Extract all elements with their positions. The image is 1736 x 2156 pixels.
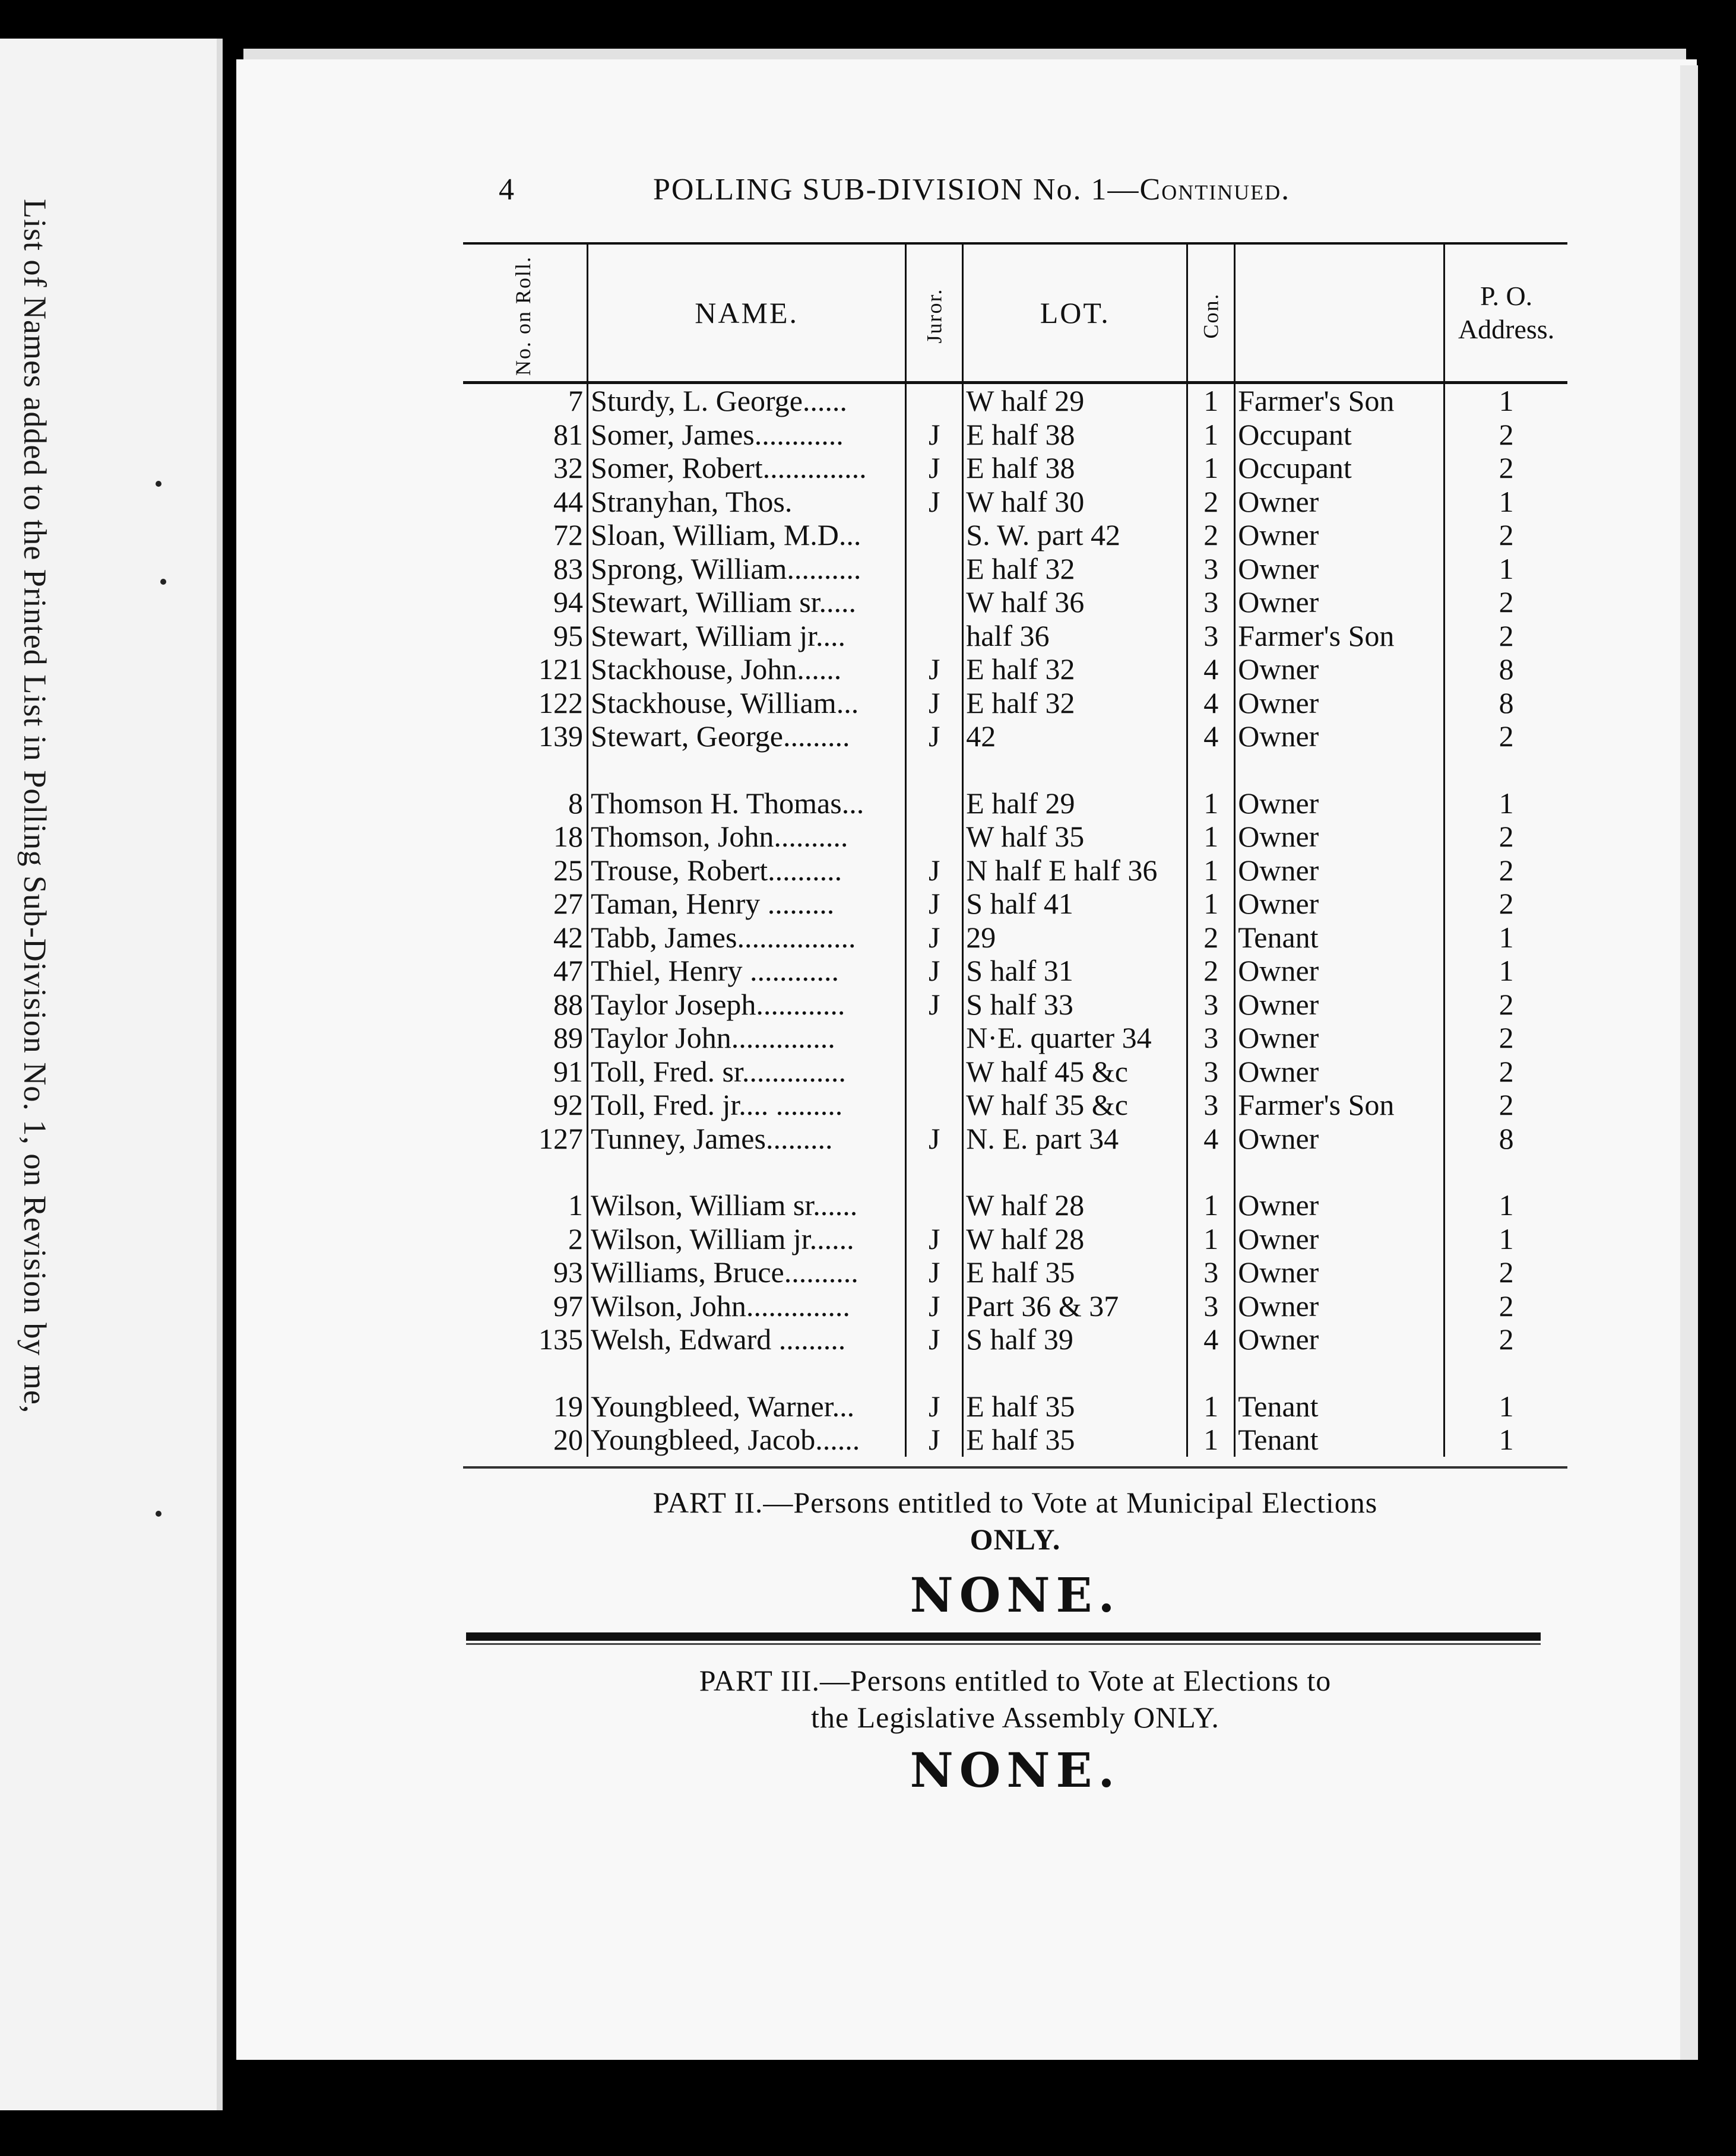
concession-cell: 4 <box>1187 686 1235 720</box>
juror-mark-cell: J <box>906 988 963 1022</box>
lot-cell: E half 32 <box>963 652 1187 686</box>
po-address-cell: 8 <box>1499 686 1514 719</box>
spacer-cell <box>1187 1356 1235 1390</box>
lot-cell: W half 35 <box>963 820 1187 854</box>
roll-number-cell: 93 <box>463 1255 588 1289</box>
spacer-cell <box>963 1155 1187 1188</box>
voter-name-cell: Taylor Joseph............ <box>588 988 906 1022</box>
section-divider-thin <box>466 1643 1541 1645</box>
occupation-cell: Owner <box>1235 686 1444 720</box>
roll-number-cell: 81 <box>463 418 588 452</box>
po-address-cell: 2 <box>1499 1289 1514 1323</box>
lot-cell: E half 35 <box>963 1423 1187 1457</box>
juror-mark-cell <box>906 1055 963 1089</box>
occupation-cell: Owner <box>1235 1122 1444 1156</box>
concession-cell: 1 <box>1187 1188 1235 1222</box>
concession-cell: 3 <box>1187 552 1235 586</box>
voter-name-cell: Stewart, William jr.... <box>588 619 906 653</box>
page-title: POLLING SUB-DIVISION No. 1— <box>653 173 1140 207</box>
concession-cell: 1 <box>1187 854 1235 887</box>
ink-speck <box>160 579 166 585</box>
table-row <box>463 1188 1567 1222</box>
concession-cell: 1 <box>1187 1390 1235 1423</box>
part2-line1: PART II.—Persons entitled to Vote at Municipal Elections <box>652 1486 1378 1519</box>
lot-cell: Part 36 & 37 <box>963 1289 1187 1323</box>
lot-cell: W half 45 &c <box>963 1055 1187 1089</box>
spacer-cell <box>906 753 963 787</box>
lot-cell: E half 32 <box>963 552 1187 586</box>
table-row <box>463 1055 1567 1089</box>
juror-mark-cell <box>906 820 963 854</box>
occupation-cell: Owner <box>1235 1222 1444 1256</box>
roll-number-cell: 88 <box>463 988 588 1022</box>
po-address-cell: 1 <box>1499 484 1514 518</box>
po-address-cell: 1 <box>1499 1188 1514 1222</box>
occupation-cell: Farmer's Son <box>1235 1088 1444 1122</box>
concession-cell: 4 <box>1187 719 1235 753</box>
juror-mark-cell: J <box>906 686 963 720</box>
po-address-cell: 2 <box>1499 820 1514 854</box>
voter-name-cell: Wilson, John.............. <box>588 1289 906 1323</box>
table-row <box>463 451 1567 485</box>
spacer-cell <box>1235 1356 1444 1390</box>
spacer-cell <box>1444 1356 1567 1390</box>
voter-name-cell: Somer, Robert.............. <box>588 451 906 485</box>
occupation-cell: Owner <box>1235 552 1444 586</box>
voter-name-cell: Thiel, Henry ............ <box>588 954 906 988</box>
table-row <box>463 652 1567 686</box>
juror-mark-cell: J <box>906 1423 963 1457</box>
roll-number-cell: 2 <box>463 1222 588 1256</box>
voter-name-cell: Sprong, William.......... <box>588 552 906 586</box>
juror-mark-cell: J <box>906 418 963 452</box>
table-row <box>463 686 1567 720</box>
po-address-cell: 1 <box>1499 920 1514 954</box>
concession-cell: 2 <box>1187 518 1235 552</box>
roll-number-cell: 83 <box>463 552 588 586</box>
concession-cell: 1 <box>1187 1423 1235 1457</box>
juror-mark-cell: J <box>906 854 963 887</box>
po-address-cell: 2 <box>1499 987 1514 1021</box>
spacer-cell <box>463 753 588 787</box>
voter-name-cell: Williams, Bruce.......... <box>588 1255 906 1289</box>
lot-cell: W half 36 <box>963 585 1187 619</box>
occupation-cell: Owner <box>1235 1188 1444 1222</box>
table-row <box>463 1323 1567 1356</box>
occupation-cell: Owner <box>1235 988 1444 1022</box>
roll-number-cell: 27 <box>463 887 588 921</box>
occupation-cell: Owner <box>1235 1255 1444 1289</box>
po-address-cell: 1 <box>1499 384 1514 418</box>
concession-cell: 1 <box>1187 1222 1235 1256</box>
spacer-cell <box>588 1155 906 1188</box>
roll-number-cell: 91 <box>463 1055 588 1089</box>
occupation-cell: Owner <box>1235 854 1444 887</box>
roll-number-cell: 47 <box>463 954 588 988</box>
table-row <box>463 619 1567 653</box>
concession-cell: 3 <box>1187 1055 1235 1089</box>
group-spacer-row <box>463 1155 1567 1188</box>
concession-cell: 3 <box>1187 585 1235 619</box>
lot-cell: S half 31 <box>963 954 1187 988</box>
lot-cell: E half 38 <box>963 418 1187 452</box>
col-header-con: Con. <box>1187 243 1235 383</box>
col-header-juror: Juror. <box>906 243 963 383</box>
occupation-cell: Owner <box>1235 585 1444 619</box>
lot-cell: N·E. quarter 34 <box>963 1021 1187 1055</box>
occupation-cell: Owner <box>1235 820 1444 854</box>
voter-name-cell: Thomson H. Thomas... <box>588 787 906 820</box>
concession-cell: 2 <box>1187 921 1235 955</box>
lot-cell: S half 41 <box>963 887 1187 921</box>
po-address-cell: 8 <box>1499 1121 1514 1155</box>
juror-mark-cell: J <box>906 1289 963 1323</box>
col-header-occupation <box>1235 243 1444 383</box>
occupation-cell: Occupant <box>1235 418 1444 452</box>
page-right-edge <box>1680 65 1698 2060</box>
roll-number-cell: 97 <box>463 1289 588 1323</box>
continued-label: Continued. <box>1139 173 1291 207</box>
lot-cell: W half 29 <box>963 383 1187 418</box>
concession-cell: 1 <box>1187 451 1235 485</box>
po-address-cell: 2 <box>1499 853 1514 887</box>
spacer-cell <box>588 753 906 787</box>
concession-cell: 3 <box>1187 1255 1235 1289</box>
table-row <box>463 1423 1567 1457</box>
spacer-cell <box>963 1356 1187 1390</box>
voter-name-cell: Toll, Fred. jr.... ......... <box>588 1088 906 1122</box>
concession-cell: 3 <box>1187 1289 1235 1323</box>
juror-mark-cell: J <box>906 1122 963 1156</box>
table-row <box>463 719 1567 753</box>
occupation-cell: Owner <box>1235 1323 1444 1356</box>
occupation-cell: Occupant <box>1235 451 1444 485</box>
part3-heading <box>463 1662 1567 1736</box>
roll-number-cell: 139 <box>463 719 588 753</box>
part3-none: NONE. <box>910 1742 1121 1798</box>
juror-mark-cell: J <box>906 719 963 753</box>
po-address-cell: 1 <box>1499 551 1514 585</box>
table-row <box>463 1122 1567 1156</box>
spacer-cell <box>463 1155 588 1188</box>
lot-cell: E half 35 <box>963 1390 1187 1423</box>
spacer-cell <box>1235 1155 1444 1188</box>
spacer-cell <box>1187 1155 1235 1188</box>
roll-number-cell: 1 <box>463 1188 588 1222</box>
juror-mark-cell <box>906 787 963 820</box>
po-address-cell: 2 <box>1499 585 1514 619</box>
table-row <box>463 854 1567 887</box>
occupation-cell: Farmer's Son <box>1235 619 1444 653</box>
lot-cell: E half 38 <box>963 451 1187 485</box>
table-row <box>463 1222 1567 1256</box>
lot-cell: E half 35 <box>963 1255 1187 1289</box>
concession-cell: 3 <box>1187 1021 1235 1055</box>
voter-name-cell: Youngbleed, Warner... <box>588 1390 906 1423</box>
table-header-row <box>463 243 1567 383</box>
lot-cell: N. E. part 34 <box>963 1122 1187 1156</box>
po-address-cell: 1 <box>1499 786 1514 820</box>
voter-name-cell: Wilson, William sr...... <box>588 1188 906 1222</box>
occupation-cell: Owner <box>1235 1021 1444 1055</box>
concession-cell: 1 <box>1187 787 1235 820</box>
po-address-cell: 8 <box>1499 652 1514 686</box>
facing-page-edge <box>217 39 223 2110</box>
juror-mark-cell: J <box>906 954 963 988</box>
voter-name-cell: Thomson, John.......... <box>588 820 906 854</box>
po-address-cell: 2 <box>1499 451 1514 485</box>
lot-cell: E half 32 <box>963 686 1187 720</box>
lot-cell: S half 33 <box>963 988 1187 1022</box>
concession-cell: 4 <box>1187 652 1235 686</box>
voter-name-cell: Sturdy, L. George...... <box>588 383 906 418</box>
roll-number-cell: 122 <box>463 686 588 720</box>
ink-speck <box>156 481 161 487</box>
voter-name-cell: Stranyhan, Thos. <box>588 485 906 519</box>
po-address-cell: 2 <box>1499 719 1514 753</box>
spacer-cell <box>1444 1155 1567 1188</box>
concession-cell: 1 <box>1187 418 1235 452</box>
po-address-cell: 2 <box>1499 1054 1514 1088</box>
po-address-cell: 2 <box>1499 518 1514 552</box>
occupation-cell: Owner <box>1235 1055 1444 1089</box>
roll-number-cell: 42 <box>463 921 588 955</box>
voter-name-cell: Trouse, Robert.......... <box>588 854 906 887</box>
po-address-cell: 2 <box>1499 887 1514 921</box>
voter-name-cell: Taylor John.............. <box>588 1021 906 1055</box>
table-row <box>463 820 1567 854</box>
voter-name-cell: Taman, Henry ......... <box>588 887 906 921</box>
spacer-cell <box>1187 753 1235 787</box>
roll-number-cell: 72 <box>463 518 588 552</box>
table-row <box>463 1390 1567 1423</box>
occupation-cell: Owner <box>1235 485 1444 519</box>
occupation-cell: Tenant <box>1235 1423 1444 1457</box>
roll-number-cell: 7 <box>463 383 588 418</box>
spacer-cell <box>463 1356 588 1390</box>
table-row <box>463 1255 1567 1289</box>
voters-table <box>463 242 1567 1457</box>
po-address-cell: 1 <box>1499 1222 1514 1255</box>
juror-mark-cell: J <box>906 887 963 921</box>
voter-name-cell: Stackhouse, John...... <box>588 652 906 686</box>
po-address-cell: 2 <box>1499 417 1514 451</box>
voter-name-cell: Tunney, James......... <box>588 1122 906 1156</box>
roll-number-cell: 135 <box>463 1323 588 1356</box>
juror-mark-cell: J <box>906 1390 963 1423</box>
voter-name-cell: Stackhouse, William... <box>588 686 906 720</box>
concession-cell: 3 <box>1187 619 1235 653</box>
juror-mark-cell <box>906 585 963 619</box>
juror-mark-cell: J <box>906 921 963 955</box>
juror-mark-cell: J <box>906 485 963 519</box>
table-row <box>463 921 1567 955</box>
voter-name-cell: Sloan, William, M.D... <box>588 518 906 552</box>
roll-number-cell: 19 <box>463 1390 588 1423</box>
juror-mark-cell <box>906 552 963 586</box>
occupation-cell: Owner <box>1235 954 1444 988</box>
roll-number-cell: 20 <box>463 1423 588 1457</box>
page-number: 4 <box>499 173 515 207</box>
roll-number-cell: 8 <box>463 787 588 820</box>
occupation-cell: Owner <box>1235 787 1444 820</box>
po-address-cell: 2 <box>1499 1088 1514 1122</box>
table-row <box>463 518 1567 552</box>
section-divider <box>466 1632 1541 1641</box>
juror-mark-cell <box>906 383 963 418</box>
occupation-cell: Owner <box>1235 887 1444 921</box>
roll-number-cell: 94 <box>463 585 588 619</box>
col-header-lot: LOT. <box>963 243 1187 383</box>
roll-number-cell: 32 <box>463 451 588 485</box>
occupation-cell: Owner <box>1235 1289 1444 1323</box>
table-row <box>463 585 1567 619</box>
concession-cell: 3 <box>1187 1088 1235 1122</box>
lot-cell: W half 28 <box>963 1188 1187 1222</box>
group-spacer-row <box>463 1356 1567 1390</box>
po-address-cell: 2 <box>1499 619 1514 652</box>
juror-mark-cell: J <box>906 1323 963 1356</box>
juror-mark-cell: J <box>906 1255 963 1289</box>
occupation-cell: Owner <box>1235 518 1444 552</box>
lot-cell: W half 35 &c <box>963 1088 1187 1122</box>
roll-number-cell: 44 <box>463 485 588 519</box>
table-row <box>463 418 1567 452</box>
lot-cell: W half 28 <box>963 1222 1187 1256</box>
roll-number-cell: 92 <box>463 1088 588 1122</box>
part3-line2: the Legislative Assembly ONLY. <box>811 1701 1219 1734</box>
lot-cell: N half E half 36 <box>963 854 1187 887</box>
table-bottom-rule <box>463 1466 1567 1469</box>
table-row <box>463 887 1567 921</box>
spacer-cell <box>1235 753 1444 787</box>
juror-mark-cell <box>906 1188 963 1222</box>
roll-number-cell: 121 <box>463 652 588 686</box>
concession-cell: 4 <box>1187 1122 1235 1156</box>
juror-mark-cell: J <box>906 451 963 485</box>
lot-cell: E half 29 <box>963 787 1187 820</box>
lot-cell: 42 <box>963 719 1187 753</box>
occupation-cell: Tenant <box>1235 1390 1444 1423</box>
voter-name-cell: Welsh, Edward ......... <box>588 1323 906 1356</box>
part2-none: NONE. <box>910 1567 1121 1623</box>
col-header-no: No. on Roll. <box>463 243 588 383</box>
table-row <box>463 988 1567 1022</box>
table-row <box>463 485 1567 519</box>
concession-cell: 4 <box>1187 1323 1235 1356</box>
col-header-name: NAME. <box>588 243 906 383</box>
occupation-cell: Tenant <box>1235 921 1444 955</box>
occupation-cell: Owner <box>1235 719 1444 753</box>
voter-name-cell: Stewart, William sr..... <box>588 585 906 619</box>
po-address-cell: 1 <box>1499 1389 1514 1423</box>
spacer-cell <box>906 1356 963 1390</box>
juror-mark-cell: J <box>906 1222 963 1256</box>
roll-number-cell: 95 <box>463 619 588 653</box>
roll-number-cell: 25 <box>463 854 588 887</box>
table-row <box>463 1021 1567 1055</box>
juror-mark-cell: J <box>906 652 963 686</box>
po-address-cell: 2 <box>1499 1255 1514 1289</box>
occupation-cell: Owner <box>1235 652 1444 686</box>
roll-number-cell: 89 <box>463 1021 588 1055</box>
table-row <box>463 552 1567 586</box>
table-row <box>463 1088 1567 1122</box>
part3-line1: PART III.—Persons entitled to Vote at Elections to <box>699 1664 1332 1697</box>
side-note: List of Names added to the Printed List in Polling Sub-Division No. 1, on Revision by me, <box>17 199 53 1414</box>
spacer-cell <box>588 1356 906 1390</box>
juror-mark-cell <box>906 1021 963 1055</box>
concession-cell: 3 <box>1187 988 1235 1022</box>
po-address-cell: 1 <box>1499 954 1514 988</box>
po-address-cell: 1 <box>1499 1423 1514 1457</box>
lot-cell: W half 30 <box>963 485 1187 519</box>
concession-cell: 1 <box>1187 820 1235 854</box>
table-row <box>463 1289 1567 1323</box>
po-address-cell: 2 <box>1499 1021 1514 1055</box>
juror-mark-cell <box>906 518 963 552</box>
table-row <box>463 787 1567 820</box>
facing-page <box>0 39 223 2110</box>
lot-cell: 29 <box>963 921 1187 955</box>
concession-cell: 2 <box>1187 954 1235 988</box>
voter-name-cell: Tabb, James................ <box>588 921 906 955</box>
voter-name-cell: Toll, Fred. sr.............. <box>588 1055 906 1089</box>
voter-name-cell: Somer, James............ <box>588 418 906 452</box>
voter-name-cell: Wilson, William jr...... <box>588 1222 906 1256</box>
table-row <box>463 383 1567 418</box>
lot-cell: S half 39 <box>963 1323 1187 1356</box>
voter-name-cell: Youngbleed, Jacob...... <box>588 1423 906 1457</box>
page-header <box>499 172 1290 207</box>
table-row <box>463 954 1567 988</box>
group-spacer-row <box>463 753 1567 787</box>
voter-name-cell: Stewart, George......... <box>588 719 906 753</box>
spacer-cell <box>1444 753 1567 787</box>
concession-cell: 1 <box>1187 887 1235 921</box>
juror-mark-cell <box>906 619 963 653</box>
roll-number-cell: 18 <box>463 820 588 854</box>
table-body <box>463 383 1567 1457</box>
lot-cell: half 36 <box>963 619 1187 653</box>
occupation-cell: Farmer's Son <box>1235 383 1444 418</box>
concession-cell: 2 <box>1187 485 1235 519</box>
part2-line2: ONLY. <box>970 1523 1061 1556</box>
lot-cell: S. W. part 42 <box>963 518 1187 552</box>
spacer-cell <box>906 1155 963 1188</box>
concession-cell: 1 <box>1187 383 1235 418</box>
spacer-cell <box>963 753 1187 787</box>
po-address-cell: 2 <box>1499 1323 1514 1356</box>
part2-heading <box>463 1484 1567 1558</box>
roll-number-cell: 127 <box>463 1122 588 1156</box>
ink-speck <box>156 1511 161 1517</box>
col-header-po: P. O. Address. <box>1444 243 1567 383</box>
juror-mark-cell <box>906 1088 963 1122</box>
